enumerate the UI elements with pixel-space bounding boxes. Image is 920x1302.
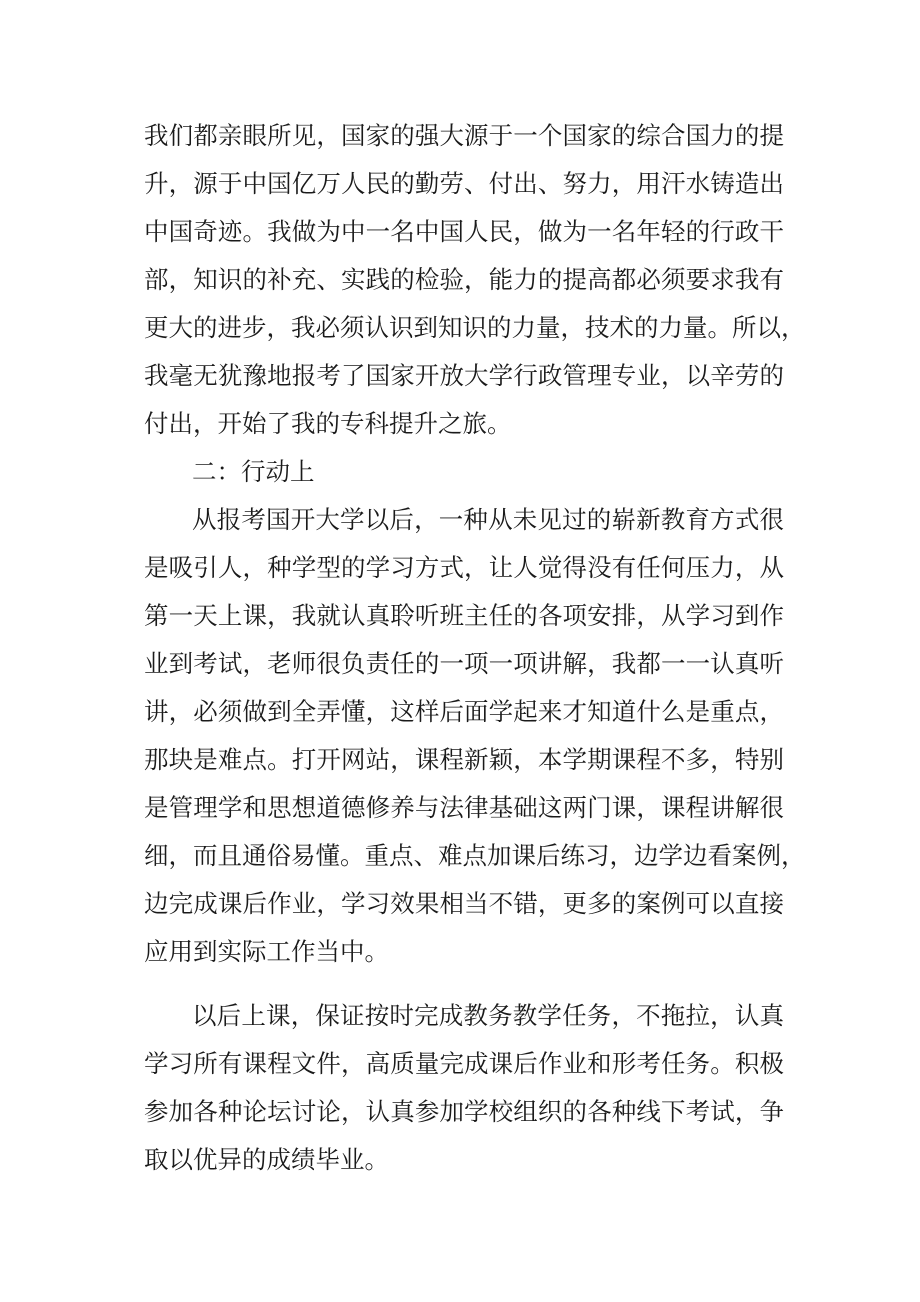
paragraph-line: 边完成课后作业，学习效果相当不错，更多的案例可以直接 [144, 889, 784, 918]
paragraph-line: 我们都亲眼所见，国家的强大源于一个国家的综合国力的提 [144, 121, 784, 150]
paragraph-line: 升，源于中国亿万人民的勤劳、付出、努力，用汗水铸造出 [144, 169, 784, 198]
paragraph-line: 是吸引人，种学型的学习方式，让人觉得没有任何压力，从 [144, 553, 784, 582]
paragraph-line: 中国奇迹。我做为中一名中国人民，做为一名年轻的行政干 [144, 217, 784, 246]
paragraph-line: 第一天上课，我就认真聆听班主任的各项安排，从学习到作 [144, 601, 784, 630]
paragraph-line: 是管理学和思想道德修养与法律基础这两门课，课程讲解很 [144, 793, 784, 822]
paragraph-line: 学习所有课程文件，高质量完成课后作业和形考任务。积极 [144, 1049, 784, 1078]
paragraph-line: 更大的进步，我必须认识到知识的力量，技术的力量。所以， [144, 313, 806, 342]
section-heading: 二：行动上 [192, 457, 315, 486]
paragraph-line: 以后上课，保证按时完成教务教学任务，不拖拉，认真 [192, 1001, 784, 1030]
paragraph-line: 参加各种论坛讨论，认真参加学校组织的各种线下考试，争 [144, 1097, 784, 1126]
paragraph-line: 付出，开始了我的专科提升之旅。 [144, 409, 512, 438]
paragraph-line: 细，而且通俗易懂。重点、难点加课后练习，边学边看案例， [144, 841, 806, 870]
paragraph-line: 取以优异的成绩毕业。 [144, 1145, 389, 1174]
paragraph-line: 我毫无犹豫地报考了国家开放大学行政管理专业，以辛劳的 [144, 361, 784, 390]
paragraph-line: 从报考国开大学以后，一种从未见过的崭新教育方式很 [192, 505, 784, 534]
paragraph-line: 讲，必须做到全弄懂，这样后面学起来才知道什么是重点， [144, 697, 784, 726]
paragraph-line: 部，知识的补充、实践的检验，能力的提高都必须要求我有 [144, 265, 784, 294]
paragraph-line: 那块是难点。打开网站，课程新颖，本学期课程不多，特别 [144, 745, 784, 774]
paragraph-line: 应用到实际工作当中。 [144, 937, 389, 966]
paragraph-line: 业到考试，老师很负责任的一项一项讲解，我都一一认真听 [144, 649, 784, 678]
